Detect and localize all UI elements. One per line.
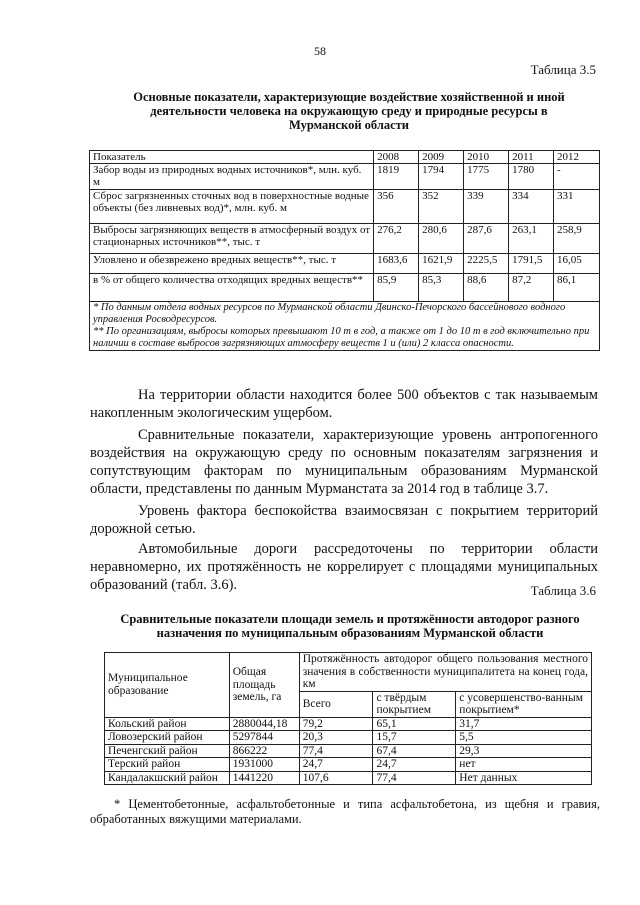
table-cell: 5297844 — [229, 731, 299, 745]
table-3-5-caption: Таблица 3.5 — [530, 62, 596, 77]
table-row — [105, 731, 592, 745]
page-number: 58 — [314, 44, 326, 58]
subheader-hard-surface: с твёрдым покрытием — [373, 691, 456, 717]
table-cell: 331 — [554, 190, 600, 224]
table-cell: 1683,6 — [374, 254, 419, 274]
table-3-6-footnote: * Цементобетонные, асфальтобетонные и типа асфальтобетона, из щебня и гравия, обработанных вяжущими материалами. — [90, 797, 600, 826]
table-cell: 334 — [509, 190, 554, 224]
table-cell: 67,4 — [373, 744, 456, 758]
table-cell: 356 — [374, 190, 419, 224]
table-3-5 — [89, 150, 600, 351]
table-row — [105, 758, 592, 772]
header-area: Общая площадь земель, га — [229, 653, 299, 718]
table-cell: 1819 — [374, 164, 419, 190]
table-row — [105, 717, 592, 731]
table-cell: 86,1 — [554, 274, 600, 302]
footnote-1: * По данным отдела водных ресурсов по Мурманской области Двинско-Печорского бассейнового водного управления Росводресурсов. — [93, 302, 566, 325]
paragraph-1: На территории области находится более 500 объектов с так называемым накопленным экологическим ущербом. — [90, 387, 598, 421]
header-municipality: Муниципальное образование — [105, 653, 230, 718]
table-cell: 1441220 — [229, 771, 299, 785]
header-cell: 2009 — [419, 151, 464, 164]
table-cell: 339 — [464, 190, 509, 224]
table-cell: 31,7 — [456, 717, 592, 731]
table-row — [105, 771, 592, 785]
table-cell: Нет данных — [456, 771, 592, 785]
row-label: Забор воды из природных водных источников*, млн. куб. м — [90, 164, 374, 190]
table-row — [90, 224, 600, 254]
row-label: Сброс загрязненных сточных вод в поверхностные водные объекты (без ливневых вод)*, млн. куб. м — [90, 190, 374, 224]
table-cell: 107,6 — [299, 771, 373, 785]
table-footnotes — [90, 302, 600, 351]
table-cell: 85,9 — [374, 274, 419, 302]
table-cell: 24,7 — [373, 758, 456, 772]
table-cell: - — [554, 164, 600, 190]
table-cell: 287,6 — [464, 224, 509, 254]
row-label: Уловлено и обезврежено вредных веществ**, тыс. т — [90, 254, 374, 274]
table-3-6-caption: Таблица 3.6 — [530, 583, 596, 598]
table-header-row — [105, 653, 592, 692]
table-cell: нет — [456, 758, 592, 772]
paragraph-4: Автомобильные дороги рассредоточены по территории области неравномерно, их протяжённость не коррелирует с площадями муниципальных образований (табл. 3.6). — [90, 541, 598, 593]
table-cell: 263,1 — [509, 224, 554, 254]
header-cell: Показатель — [90, 151, 374, 164]
table-cell: 88,6 — [464, 274, 509, 302]
table-cell: Печенгский район — [105, 744, 230, 758]
header-cell: 2012 — [554, 151, 600, 164]
table-cell: 77,4 — [373, 771, 456, 785]
footnote-2: ** По организациям, выбросы которых превышают 10 т в год, а также от 1 до 10 т в год включительно при наличии в составе выбросов загрязняющих атмосферу веществ 1 и (или) 2 класса опасности. — [93, 326, 590, 349]
table-cell: 1775 — [464, 164, 509, 190]
table-cell: Кольский район — [105, 717, 230, 731]
table-cell: Ловозерский район — [105, 731, 230, 745]
table-cell: 16,05 — [554, 254, 600, 274]
table-cell: 1780 — [509, 164, 554, 190]
table-cell: 65,1 — [373, 717, 456, 731]
table-footnote-row — [90, 302, 600, 351]
table-cell: 2880044,18 — [229, 717, 299, 731]
table-cell: 15,7 — [373, 731, 456, 745]
table-row — [90, 164, 600, 190]
table-row — [90, 254, 600, 274]
table-3-5-title: Основные показатели, характеризующие воздействие хозяйственной и иной деятельности человека на окружающую среду и природные ресурсы в Мурманской области — [133, 90, 565, 132]
table-cell: 87,2 — [509, 274, 554, 302]
paragraph-3: Уровень фактора беспокойства взаимосвязан с покрытием территорий дорожной сетью. — [90, 503, 598, 537]
table-cell: Терский район — [105, 758, 230, 772]
table-cell: 1794 — [419, 164, 464, 190]
table-cell: 29,3 — [456, 744, 592, 758]
table-row — [90, 190, 600, 224]
row-label: Выбросы загрязняющих веществ в атмосферный воздух от стационарных источников**, тыс. т — [90, 224, 374, 254]
table-cell: 85,3 — [419, 274, 464, 302]
table-cell: 24,7 — [299, 758, 373, 772]
table-header-row — [90, 151, 600, 164]
table-cell: Кандалакшский район — [105, 771, 230, 785]
table-row — [105, 744, 592, 758]
header-roads: Протяжённость автодорог общего пользования местного значения в собственности муниципалитета на конец года, км — [299, 653, 591, 692]
table-cell: 79,2 — [299, 717, 373, 731]
header-cell: 2008 — [374, 151, 419, 164]
table-cell: 258,9 — [554, 224, 600, 254]
table-cell: 5,5 — [456, 731, 592, 745]
header-cell: 2010 — [464, 151, 509, 164]
subheader-total: Всего — [299, 691, 373, 717]
header-cell: 2011 — [509, 151, 554, 164]
table-row — [90, 274, 600, 302]
table-cell: 280,6 — [419, 224, 464, 254]
paragraph-2: Сравнительные показатели, характеризующие уровень антропогенного воздействия на окружающую среду по основным показателям загрязнения и сопутствующим факторам по муниципальным образованиям Мурманской области, представлены по данным Мурманстата за 2014 год в таблице 3.7. — [90, 427, 598, 497]
table-cell: 1791,5 — [509, 254, 554, 274]
row-label: в % от общего количества отходящих вредных веществ** — [90, 274, 374, 302]
table-cell: 1621,9 — [419, 254, 464, 274]
table-cell: 352 — [419, 190, 464, 224]
subheader-improved-surface: с усовершенство-ванным покрытием* — [456, 691, 592, 717]
table-cell: 866222 — [229, 744, 299, 758]
table-cell: 276,2 — [374, 224, 419, 254]
table-cell: 2225,5 — [464, 254, 509, 274]
table-cell: 20,3 — [299, 731, 373, 745]
table-cell: 1931000 — [229, 758, 299, 772]
table-cell: 77,4 — [299, 744, 373, 758]
table-3-6-title: Сравнительные показатели площади земель и протяжённости автодорог разного назначения по муниципальным образованиям Мурманской области — [120, 612, 580, 640]
table-3-6 — [104, 652, 592, 785]
